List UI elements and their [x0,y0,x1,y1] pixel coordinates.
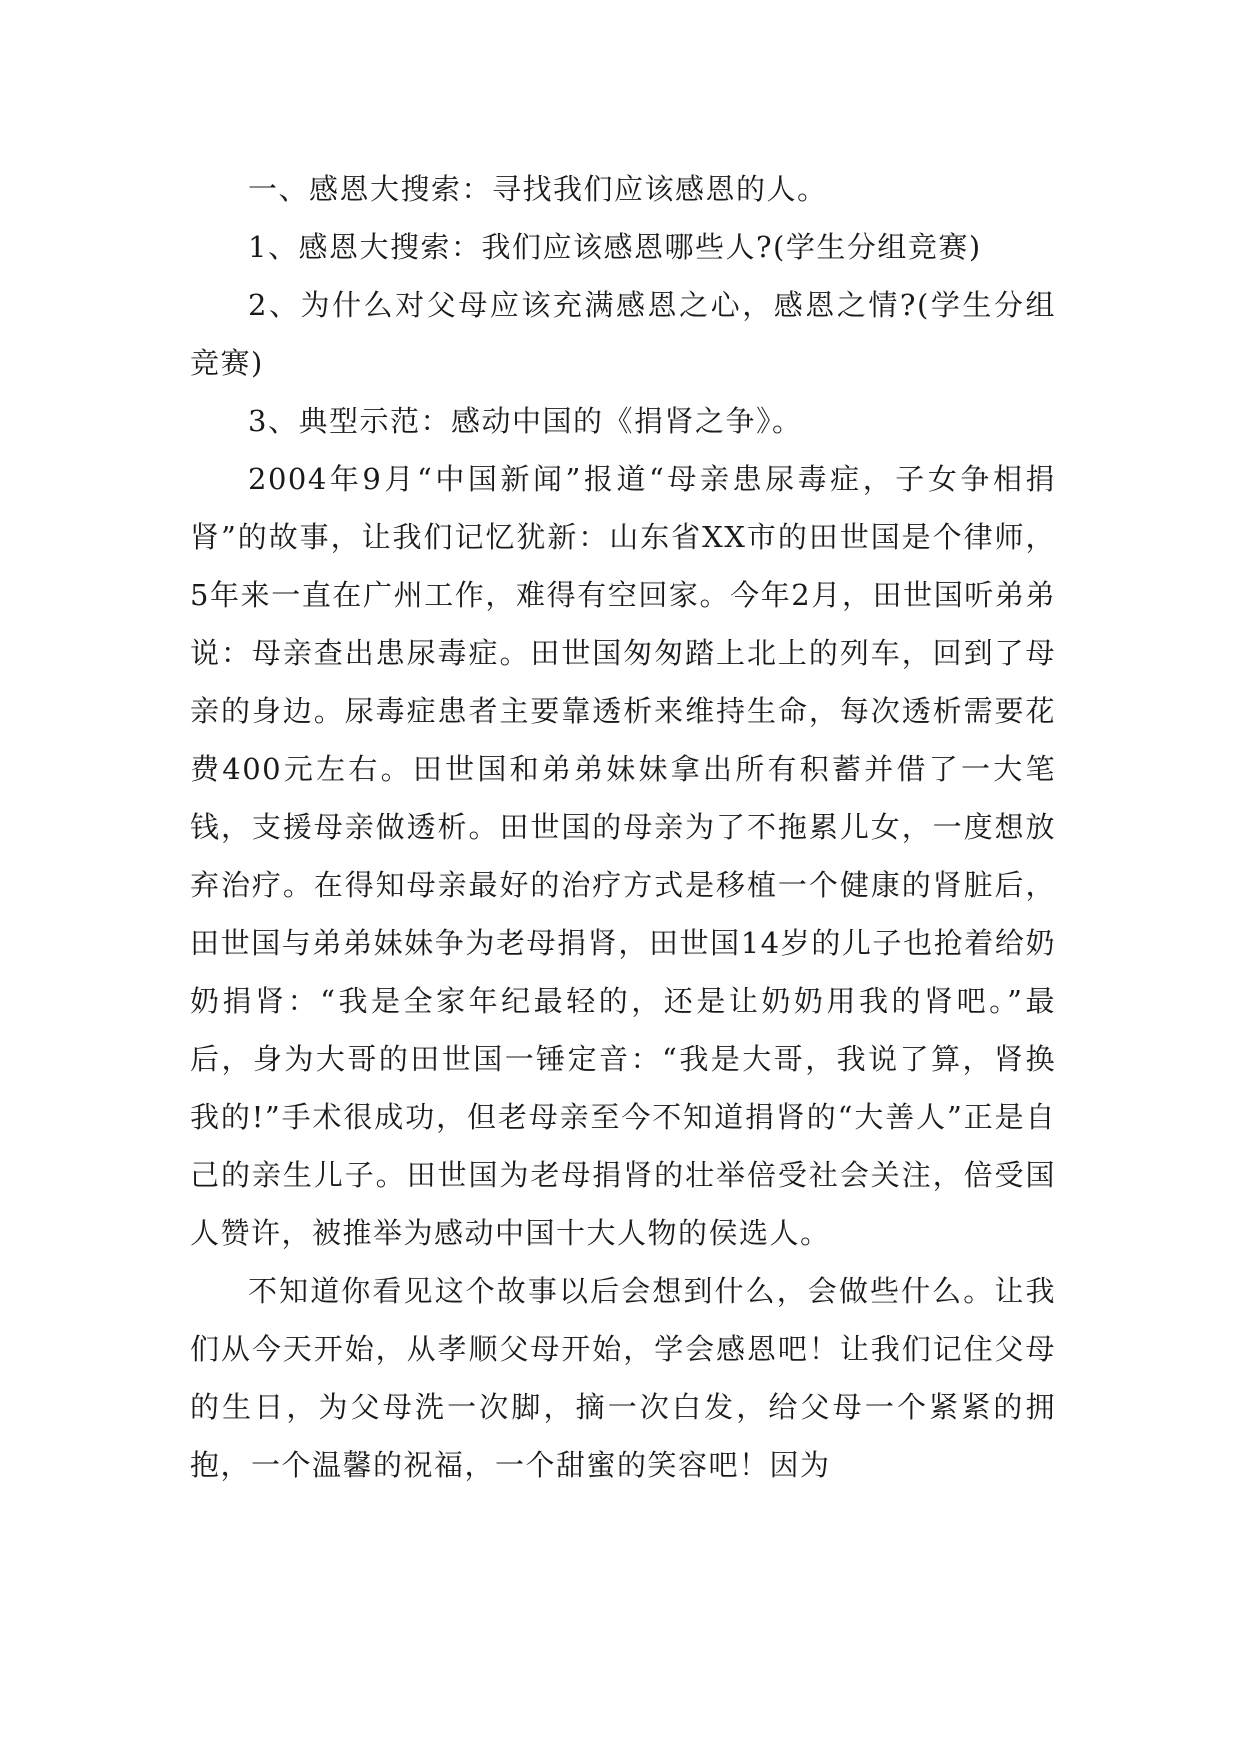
paragraph-story: 2004年9月“中国新闻”报道“母亲患尿毒症，子女争相捐肾”的故事，让我们记忆犹新：山东省XX市的田世国是个律师，5年来一直在广州工作，难得有空回家。今年2月，田世国听弟弟说：母亲查出患尿毒症。田世国匆匆踏上北上的列车，回到了母亲的身边。尿毒症患者主要靠透析来维持生命，每次透析需要花费400元左右。田世国和弟弟妹妹拿出所有积蓄并借了一大笔钱，支援母亲做透析。田世国的母亲为了不拖累儿女，一度想放弃治疗。在得知母亲最好的治疗方式是移植一个健康的肾脏后，田世国与弟弟妹妹争为老母捐肾，田世国14岁的儿子也抢着给奶奶捐肾：“我是全家年纪最轻的，还是让奶奶用我的肾吧。”最后，身为大哥的田世国一锤定音：“我是大哥，我说了算，肾换我的!”手术很成功，但老母亲至今不知道捐肾的“大善人”正是自己的亲生儿子。田世国为老母捐肾的壮举倍受社会关注，倍受国人赞许，被推举为感动中国十大人物的侯选人。 [190,462,1056,1250]
paragraph-item-2: 2、为什么对父母应该充满感恩之心，感恩之情?(学生分组竞赛) [190,288,1056,380]
paragraph-item-1: 1、感恩大搜索：我们应该感恩哪些人?(学生分组竞赛) [248,230,982,264]
paragraph-item-3: 3、典型示范：感动中国的《捐肾之争》。 [248,404,803,438]
document-body [190,160,1056,1494]
paragraph-reflection: 不知道你看见这个故事以后会想到什么，会做些什么。让我们从今天开始，从孝顺父母开始，学会感恩吧！让我们记住父母的生日，为父母洗一次脚，摘一次白发，给父母一个紧紧的拥抱，一个温馨的祝福，一个甜蜜的笑容吧！因为 [190,1274,1056,1482]
paragraph-section-heading: 一、感恩大搜索：寻找我们应该感恩的人。 [248,172,828,206]
